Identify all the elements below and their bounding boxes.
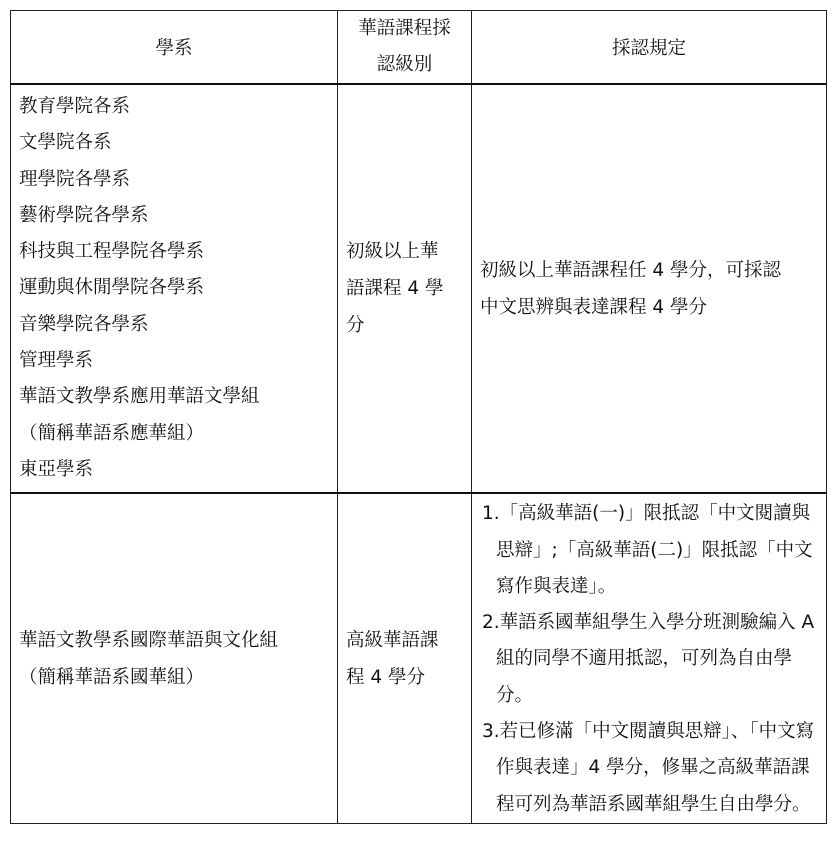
level-cell (338, 493, 472, 823)
rule-cell (472, 493, 827, 823)
list-item: 華語文教學系應用華語文學組 (19, 386, 260, 408)
rule-cell (472, 84, 827, 493)
list-item: （簡稱華語系應華組） (19, 422, 205, 444)
department-cell (11, 493, 338, 823)
department-list (11, 85, 337, 492)
rule-list (472, 494, 826, 823)
level-line: 語課程 4 學 (346, 278, 444, 300)
header-department: 學系 (11, 11, 338, 85)
list-item: 科技與工程學院各學系 (19, 241, 205, 263)
list-item: 音樂學院各學系 (19, 313, 149, 335)
header-level: 華語課程採 認級別 (338, 11, 472, 85)
list-item: 理學院各學系 (19, 168, 131, 190)
list-item: （簡稱華語系國華組） (19, 666, 205, 688)
list-item: 文學院各系 (19, 132, 112, 154)
rule-item: 2.華語系國華組學生入學分班測驗編入 A 組的同學不適用抵認，可列為自由學分。 (482, 612, 815, 706)
rule-item: 1.「高級華語(一)」限抵認「中文閱讀與思辯」;「高級華語(二)」限抵認「中文寫作與表達」。 (482, 503, 813, 597)
level-line: 分 (346, 315, 365, 337)
list-item: 運動與休閒學院各學系 (19, 277, 205, 299)
header-row (11, 11, 827, 85)
level-line: 程 4 學分 (346, 666, 426, 688)
credit-recognition-table (10, 10, 827, 824)
rule-item: 3.若已修滿「中文閱讀與思辯」、「中文寫作與表達」4 學分，修畢之高級華語課程可列為華語系國華組學生自由學分。 (482, 721, 815, 815)
header-rule: 採認規定 (472, 11, 827, 85)
rule-line: 初級以上華語課程任 4 學分，可採認 (480, 259, 782, 281)
level-cell (338, 84, 472, 493)
list-item: 華語文教學系國際華語與文化組 (19, 629, 279, 651)
list-item: 教育學院各系 (19, 96, 131, 117)
rule-line: 中文思辨與表達課程 4 學分 (480, 296, 708, 318)
level-line: 高級華語課 (346, 629, 439, 651)
list-item: 藝術學院各學系 (19, 204, 149, 226)
level-line: 初級以上華 (346, 241, 439, 263)
department-cell (11, 84, 338, 493)
list-item: 東亞學系 (19, 458, 94, 480)
list-item: 管理學系 (19, 350, 94, 372)
table-row (11, 493, 827, 823)
table-row (11, 84, 827, 493)
